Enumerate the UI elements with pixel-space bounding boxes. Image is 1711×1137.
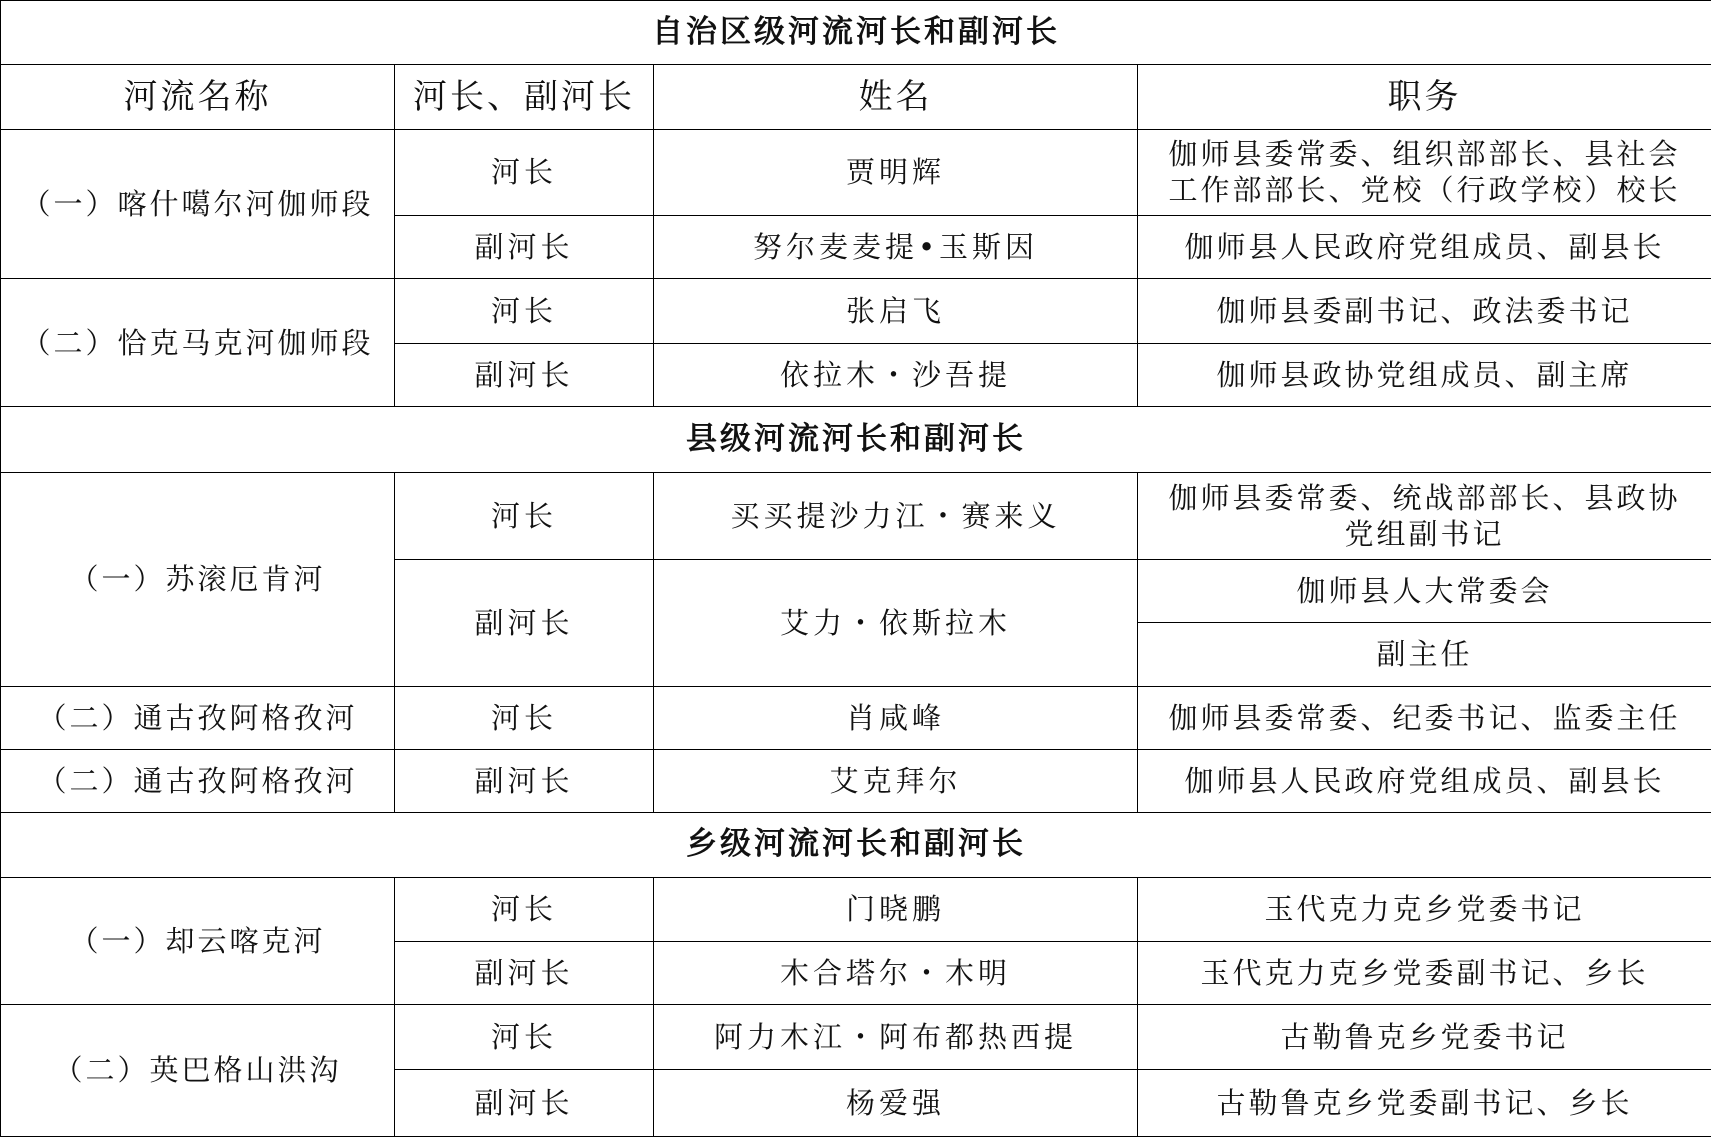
role-cell: 河长 [395,1005,654,1069]
role-cell: 副河长 [395,1069,654,1136]
duty-line: 党组副书记 [1344,517,1505,552]
duty-cell: 副主任 [1138,623,1711,686]
header-name: 姓名 [654,65,1138,129]
person-cell: 贾明辉 [654,129,1138,215]
duty-cell: 伽师县人民政府党组成员、副县长 [1138,749,1711,812]
river-name: （二）通古孜阿格孜河 [1,686,395,749]
person-cell: 买买提沙力江・赛来义 [654,473,1138,559]
person-cell: 努尔麦麦提•玉斯因 [654,216,1138,279]
role-cell: 副河长 [395,559,654,686]
river-name: （二）通古孜阿格孜河 [1,749,395,812]
header-river-name: 河流名称 [1,65,395,129]
river-name: （二）英巴格山洪沟 [1,1005,395,1137]
duty-cell: 伽师县政协党组成员、副主席 [1138,343,1711,406]
person-cell: 门晓鹏 [654,877,1138,941]
role-cell: 河长 [395,686,654,749]
person-cell: 艾力・依斯拉木 [654,559,1138,686]
role-cell: 河长 [395,473,654,559]
river-name: （一）却云喀克河 [1,877,395,1005]
person-cell: 阿力木江・阿布都热西提 [654,1005,1138,1069]
header-role: 河长、副河长 [395,65,654,129]
person-cell: 张启飞 [654,279,1138,343]
duty-cell: 古勒鲁克乡党委副书记、乡长 [1138,1069,1711,1136]
role-cell: 河长 [395,279,654,343]
role-cell: 副河长 [395,749,654,812]
duty-cell: 伽师县委副书记、政法委书记 [1138,279,1711,343]
duty-line: 伽师县委常委、组织部部长、县社会 [1168,137,1681,172]
role-cell: 河长 [395,129,654,215]
person-cell: 依拉木・沙吾提 [654,343,1138,406]
duty-cell [1138,473,1711,559]
section-title: 乡级河流河长和副河长 [1,813,1711,877]
section-title: 自治区级河流河长和副河长 [1,1,1711,65]
duty-cell [1138,129,1711,215]
person-cell: 木合塔尔・木明 [654,941,1138,1004]
duty-line: 工作部部长、党校（行政学校）校长 [1168,173,1681,208]
duty-cell: 伽师县人大常委会 [1138,559,1711,622]
duty-cell: 伽师县委常委、纪委书记、监委主任 [1138,686,1711,749]
duty-cell: 玉代克力克乡党委书记 [1138,877,1711,941]
person-cell: 杨爱强 [654,1069,1138,1136]
river-name: （二）恰克马克河伽师段 [1,279,395,407]
section-title: 县级河流河长和副河长 [1,407,1711,473]
role-cell: 副河长 [395,343,654,406]
role-cell: 副河长 [395,216,654,279]
duty-cell: 玉代克力克乡党委副书记、乡长 [1138,941,1711,1004]
person-cell: 肖咸峰 [654,686,1138,749]
duty-cell: 伽师县人民政府党组成员、副县长 [1138,216,1711,279]
header-duty: 职务 [1138,65,1711,129]
duty-cell: 古勒鲁克乡党委书记 [1138,1005,1711,1069]
river-name: （一）喀什噶尔河伽师段 [1,129,395,279]
river-name: （一）苏滚厄肯河 [1,473,395,686]
duty-line: 伽师县委常委、统战部部长、县政协 [1168,480,1681,515]
role-cell: 河长 [395,877,654,941]
role-cell: 副河长 [395,941,654,1004]
person-cell: 艾克拜尔 [654,749,1138,812]
